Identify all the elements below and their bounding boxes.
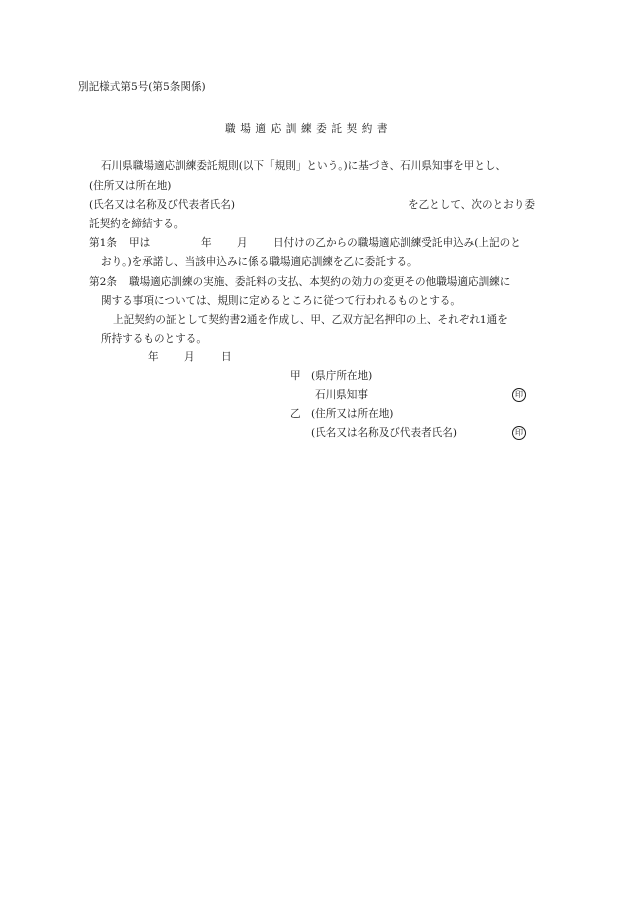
party-b-address: (住所又は所在地)	[311, 408, 394, 420]
closing-line-2: 所持するものとする。	[101, 333, 207, 345]
party-a-address: (県庁所在地)	[311, 370, 373, 382]
article-2-line-1: 職場適応訓練の実施、委託料の支払、本契約の効力の変更その他職場適応訓練に	[129, 276, 511, 288]
party-a-label: 甲	[290, 370, 301, 382]
article-1-line-2: おり。)を承諾し、当該申込みに係る職場適応訓練を乙に委託する。	[101, 256, 418, 268]
article-2-heading: 第2条	[89, 276, 117, 288]
party-b-label: 乙	[290, 408, 301, 420]
party-b-seal-mark: 印	[512, 426, 526, 440]
form-number: 別記様式第5号(第5条関係)	[78, 81, 206, 93]
date-year: 年	[148, 351, 159, 363]
party-b-address-label: (住所又は所在地)	[89, 180, 172, 192]
preamble-line-1: 石川県職場適応訓練委託規則(以下「規則」という。)に基づき、石川県知事を甲とし、	[101, 160, 507, 172]
party-b-name: (氏名又は名称及び代表者氏名)	[311, 427, 457, 439]
article-1-month: 月	[237, 237, 248, 249]
preamble-line-4: 託契約を締結する。	[89, 218, 185, 230]
article-1-year: 年	[201, 237, 212, 249]
article-1-party: 甲は	[129, 237, 151, 249]
article-1-heading: 第1条	[89, 237, 117, 249]
preamble-name-tail: を乙として、次のとおり委	[408, 199, 535, 211]
document-title: 職場適応訓練委託契約書	[225, 123, 393, 135]
party-a-name: 石川県知事	[315, 389, 368, 401]
date-month: 月	[184, 351, 195, 363]
article-2-line-2: 関する事項については、規則に定めるところに従つて行われるものとする。	[101, 295, 461, 307]
article-1-rest: 日付けの乙からの職場適応訓練受託申込み(上記のと	[273, 237, 521, 249]
closing-line-1: 上記契約の証として契約書2通を作成し、甲、乙双方記名押印の上、それぞれ1通を	[113, 314, 508, 326]
party-a-seal-mark: 印	[512, 388, 526, 402]
date-day: 日	[221, 351, 232, 363]
party-b-name-label: (氏名又は名称及び代表者氏名)	[89, 199, 235, 211]
